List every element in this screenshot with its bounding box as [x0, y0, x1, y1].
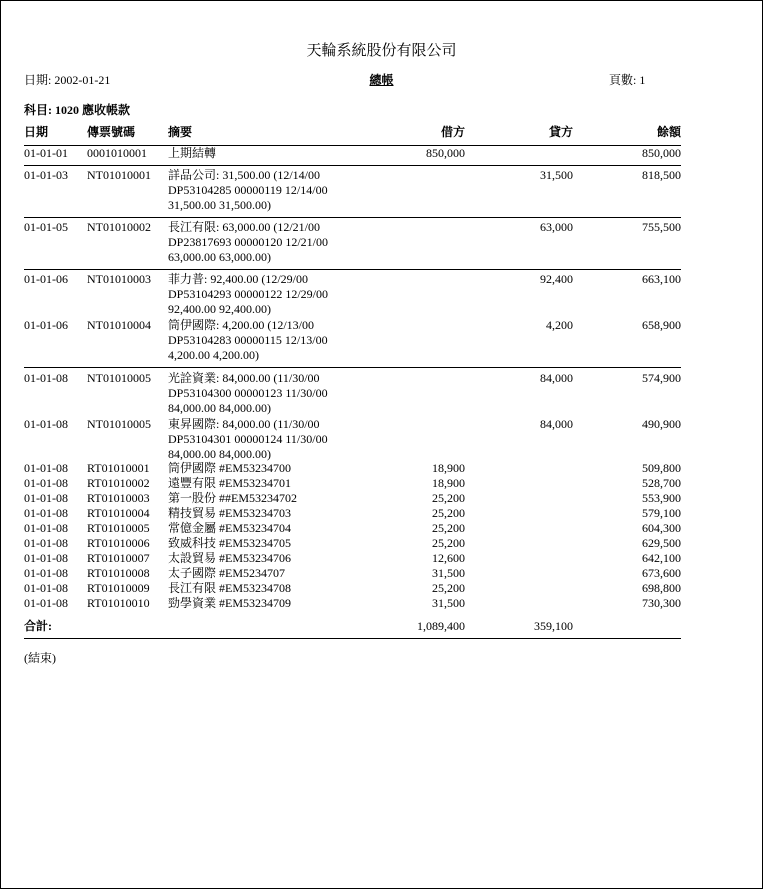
cell-voucher: NT01010001	[87, 168, 151, 182]
cell-voucher: RT01010002	[87, 476, 150, 490]
report-date: 日期: 2002-01-21	[24, 73, 111, 87]
account-subject: 科目: 1020 應收帳款	[24, 103, 130, 117]
cell-balance: 698,800	[642, 581, 681, 595]
column-header-voucher: 傳票號碼	[87, 125, 136, 139]
totals-credit: 359,100	[534, 619, 573, 633]
cell-date: 01-01-08	[24, 461, 68, 475]
cell-date: 01-01-06	[24, 272, 68, 286]
cell-credit: 92,400	[540, 272, 573, 286]
column-header-debit: 借方	[440, 125, 465, 139]
cell-voucher: NT01010002	[87, 220, 151, 234]
cell-debit: 25,200	[432, 506, 465, 520]
totals-row	[24, 619, 681, 639]
column-header-description: 摘要	[168, 125, 193, 139]
column-header-date: 日期	[24, 125, 49, 139]
cell-description: 致威科技 #EM53234705	[168, 536, 292, 550]
cell-balance: 673,600	[642, 566, 681, 580]
cell-debit: 25,200	[432, 581, 465, 595]
cell-credit: 84,000	[540, 371, 573, 385]
cell-voucher: RT01010010	[87, 596, 150, 610]
cell-balance: 818,500	[642, 168, 681, 182]
report-type: 總帳	[369, 73, 394, 87]
cell-balance: 658,900	[642, 318, 681, 332]
cell-debit: 850,000	[426, 146, 465, 160]
cell-date: 01-01-08	[24, 536, 68, 550]
cell-date: 01-01-08	[24, 476, 68, 490]
cell-debit: 25,200	[432, 491, 465, 505]
cell-voucher: RT01010005	[87, 521, 150, 535]
cell-balance: 574,900	[642, 371, 681, 385]
cell-balance: 553,900	[642, 491, 681, 505]
cell-credit: 84,000	[540, 417, 573, 431]
cell-date: 01-01-08	[24, 417, 68, 431]
cell-date: 01-01-08	[24, 506, 68, 520]
cell-voucher: NT01010005	[87, 371, 151, 385]
cell-balance: 755,500	[642, 220, 681, 234]
cell-balance: 663,100	[642, 272, 681, 286]
cell-description: 光詮資業: 84,000.00 (11/30/00 DP53104300 00000123 11/30/00 84,000.00 84,000.00)	[168, 371, 328, 415]
cell-debit: 18,900	[432, 476, 465, 490]
cell-credit: 4,200	[546, 318, 573, 332]
totals-debit: 1,089,400	[417, 619, 465, 633]
row-separator	[24, 367, 681, 368]
cell-voucher: RT01010001	[87, 461, 150, 475]
cell-balance: 490,900	[642, 417, 681, 431]
cell-balance: 642,100	[642, 551, 681, 565]
cell-description: 第一股份 ##EM53234702	[168, 491, 298, 505]
cell-description: 東昇國際: 84,000.00 (11/30/00 DP53104301 00000124 11/30/00 84,000.00 84,000.00)	[168, 417, 328, 461]
cell-debit: 25,200	[432, 521, 465, 535]
cell-description: 長江有限 #EM53234708	[168, 581, 292, 595]
column-header-row	[24, 123, 681, 146]
cell-voucher: NT01010005	[87, 417, 151, 431]
cell-date: 01-01-08	[24, 581, 68, 595]
cell-date: 01-01-08	[24, 371, 68, 385]
cell-credit: 63,000	[540, 220, 573, 234]
cell-debit: 31,500	[432, 566, 465, 580]
cell-balance: 528,700	[642, 476, 681, 490]
cell-voucher: RT01010008	[87, 566, 150, 580]
cell-debit: 12,600	[432, 551, 465, 565]
cell-date: 01-01-08	[24, 566, 68, 580]
cell-date: 01-01-03	[24, 168, 68, 182]
column-header-balance: 餘額	[656, 125, 681, 139]
cell-credit: 31,500	[540, 168, 573, 182]
end-note: (結束)	[24, 651, 56, 665]
cell-description: 筒伊國際 #EM53234700	[168, 461, 292, 475]
cell-description: 常億金屬 #EM53234704	[168, 521, 292, 535]
cell-description: 長江有限: 63,000.00 (12/21/00 DP23817693 00000120 12/21/00 63,000.00 63,000.00)	[168, 220, 329, 264]
row-separator	[24, 217, 681, 218]
cell-date: 01-01-08	[24, 551, 68, 565]
cell-description: 上期結轉	[168, 146, 217, 160]
row-separator	[24, 269, 681, 270]
cell-description: 菲力普: 92,400.00 (12/29/00 DP53104293 00000122 12/29/00 92,400.00 92,400.00)	[168, 272, 329, 316]
cell-voucher: RT01010004	[87, 506, 150, 520]
company-title: 天輪系統股份有限公司	[306, 43, 457, 59]
cell-balance: 850,000	[642, 146, 681, 160]
cell-description: 勁學資業 #EM53234709	[168, 596, 292, 610]
cell-description: 筒伊國際: 4,200.00 (12/13/00 DP53104283 00000115 12/13/00 4,200.00 4,200.00)	[168, 318, 328, 362]
cell-date: 01-01-06	[24, 318, 68, 332]
row-separator	[24, 165, 681, 166]
cell-balance: 730,300	[642, 596, 681, 610]
cell-debit: 18,900	[432, 461, 465, 475]
cell-voucher: RT01010009	[87, 581, 150, 595]
totals-label: 合計:	[24, 619, 52, 633]
cell-voucher: RT01010007	[87, 551, 150, 565]
cell-description: 遠豐有限 #EM53234701	[168, 476, 292, 490]
cell-balance: 604,300	[642, 521, 681, 535]
cell-description: 詳品公司: 31,500.00 (12/14/00 DP53104285 00000119 12/14/00 31,500.00 31,500.00)	[168, 168, 328, 212]
cell-description: 太設貿易 #EM53234706	[168, 551, 292, 565]
cell-balance: 509,800	[642, 461, 681, 475]
cell-date: 01-01-01	[24, 146, 68, 160]
cell-description: 精技貿易 #EM53234703	[168, 506, 292, 520]
cell-voucher: NT01010004	[87, 318, 151, 332]
cell-date: 01-01-08	[24, 596, 68, 610]
cell-date: 01-01-05	[24, 220, 68, 234]
page-number: 頁數: 1	[609, 73, 646, 87]
cell-voucher: 0001010001	[87, 146, 147, 160]
cell-voucher: RT01010003	[87, 491, 150, 505]
cell-description: 太子國際 #EM5234707	[168, 566, 286, 580]
cell-voucher: RT01010006	[87, 536, 150, 550]
cell-debit: 25,200	[432, 536, 465, 550]
cell-balance: 579,100	[642, 506, 681, 520]
cell-voucher: NT01010003	[87, 272, 151, 286]
cell-debit: 31,500	[432, 596, 465, 610]
cell-balance: 629,500	[642, 536, 681, 550]
cell-date: 01-01-08	[24, 491, 68, 505]
cell-date: 01-01-08	[24, 521, 68, 535]
column-header-credit: 貸方	[548, 125, 573, 139]
